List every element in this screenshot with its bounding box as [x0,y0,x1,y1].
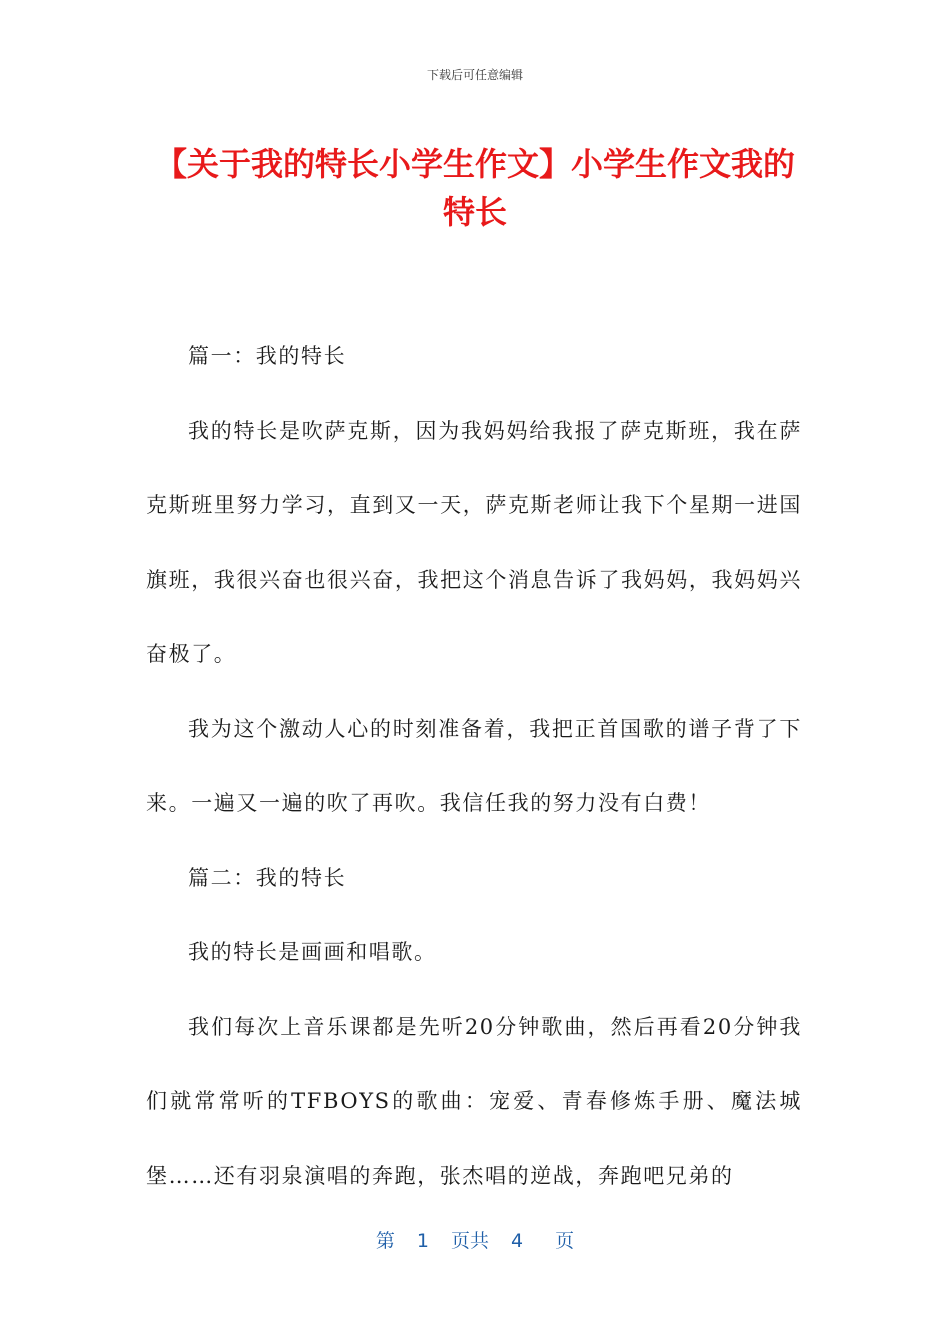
page-suffix: 页 [555,1230,575,1252]
paragraph: 我为这个激动人心的时刻准备着，我把正首国歌的谱子背了下来。一遍又一遍的吹了再吹。我信任我的努力没有白费！ [146,716,802,815]
paragraph: 我们每次上音乐课都是先听20分钟歌曲，然后再看20分钟我们就常常听的TFBOYS的歌曲：宠爱、青春修炼手册、魔法城堡……还有羽泉演唱的奔跑，张杰唱的逆战，奔跑吧兄弟的 [146,1014,802,1188]
page-prefix: 第 [375,1230,395,1252]
current-page-number: 1 [416,1230,429,1252]
page-mid: 页共 [450,1230,489,1252]
document-body [146,319,802,1213]
section-heading-2: 篇二：我的特长 [188,865,347,890]
document-title: 【关于我的特长小学生作文】小学生作文我的特长 [154,145,795,231]
section-heading-1: 篇一：我的特长 [188,344,347,368]
total-page-number: 4 [511,1230,524,1252]
header-note: 下载后可任意编辑 [426,68,523,82]
paragraph: 我的特长是画画和唱歌。 [188,940,437,964]
page-footer [0,1226,950,1253]
paragraph: 我的特长是吹萨克斯，因为我妈妈给我报了萨克斯班，我在萨克斯班里努力学习，直到又一天，萨克斯老师让我下个星期一进国旗班，我很兴奋也很兴奋，我把这个消息告诉了我妈妈，我妈妈兴奋极了。 [146,418,802,666]
